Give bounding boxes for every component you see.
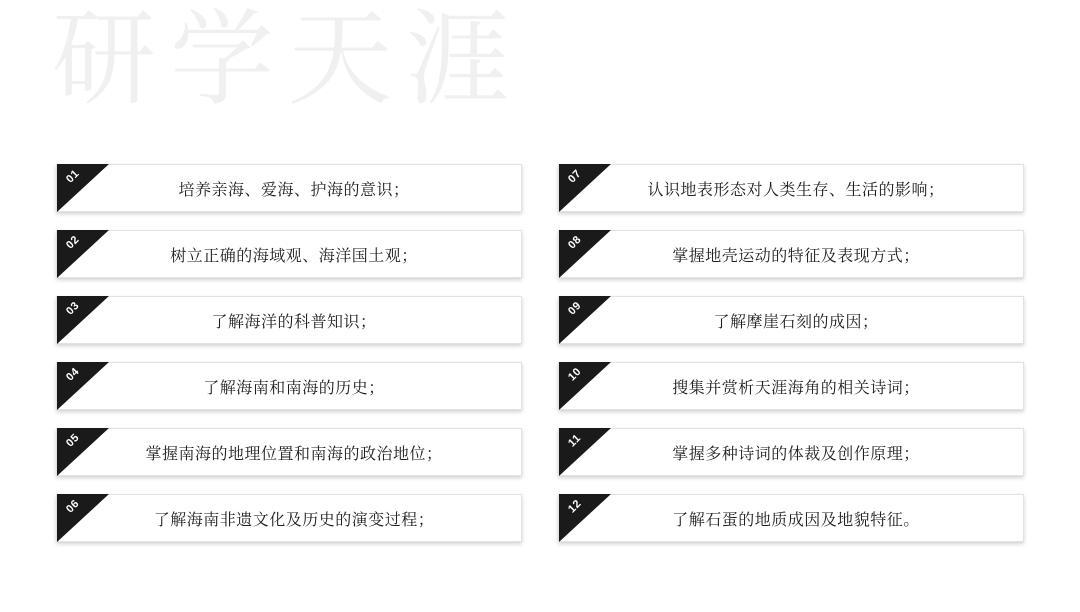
number-badge-icon [57,362,109,410]
item-label: 掌握南海的地理位置和南海的政治地位； [145,443,443,463]
item-label: 了解海南和南海的历史； [203,377,385,397]
list-item[interactable] [558,428,1024,476]
number-badge-icon [57,428,109,476]
item-label: 认识地表形态对人类生存、生活的影响； [647,179,945,199]
list-item[interactable] [558,494,1024,542]
objectives-column-right [558,164,1024,542]
item-label: 了解摩崖石刻的成因； [713,311,879,331]
item-number: 09 [566,299,584,318]
list-item[interactable] [56,296,522,344]
objectives-list [0,164,1080,542]
list-item[interactable] [558,296,1024,344]
number-badge-icon [57,494,109,542]
list-item[interactable] [56,164,522,212]
list-item[interactable] [558,230,1024,278]
watermark-title: 研学天涯 [52,0,525,120]
item-label: 掌握多种诗词的体裁及创作原理； [672,443,920,463]
item-number: 08 [566,233,584,252]
list-item[interactable] [558,362,1024,410]
item-number: 11 [566,432,584,450]
item-number: 02 [64,233,82,252]
item-number: 03 [64,299,82,318]
item-number: 10 [566,365,584,384]
list-item[interactable] [56,428,522,476]
item-label: 培养亲海、爱海、护海的意识； [178,179,410,199]
list-item[interactable] [558,164,1024,212]
objectives-column-left [56,164,522,542]
number-badge-icon [57,230,109,278]
number-badge-icon [559,428,611,476]
number-badge-icon [559,296,611,344]
item-label: 掌握地壳运动的特征及表现方式； [672,245,920,265]
number-badge-icon [559,494,611,542]
item-number: 05 [64,431,82,450]
number-badge-icon [559,362,611,410]
item-label: 了解海南非遗文化及历史的演变过程； [153,509,435,529]
item-label: 搜集并赏析天涯海角的相关诗词； [672,377,920,397]
item-label: 了解海洋的科普知识； [211,311,377,331]
item-label: 了解石蛋的地质成因及地貌特征。 [672,509,920,529]
number-badge-icon [57,296,109,344]
item-label: 树立正确的海域观、海洋国土观； [170,245,418,265]
item-number: 12 [566,497,584,516]
item-number: 04 [64,365,82,384]
list-item[interactable] [56,362,522,410]
number-badge-icon [559,230,611,278]
item-number: 07 [566,167,584,186]
number-badge-icon [57,164,109,212]
list-item[interactable] [56,494,522,542]
number-badge-icon [559,164,611,212]
item-number: 01 [64,167,82,186]
item-number: 06 [64,497,82,516]
list-item[interactable] [56,230,522,278]
